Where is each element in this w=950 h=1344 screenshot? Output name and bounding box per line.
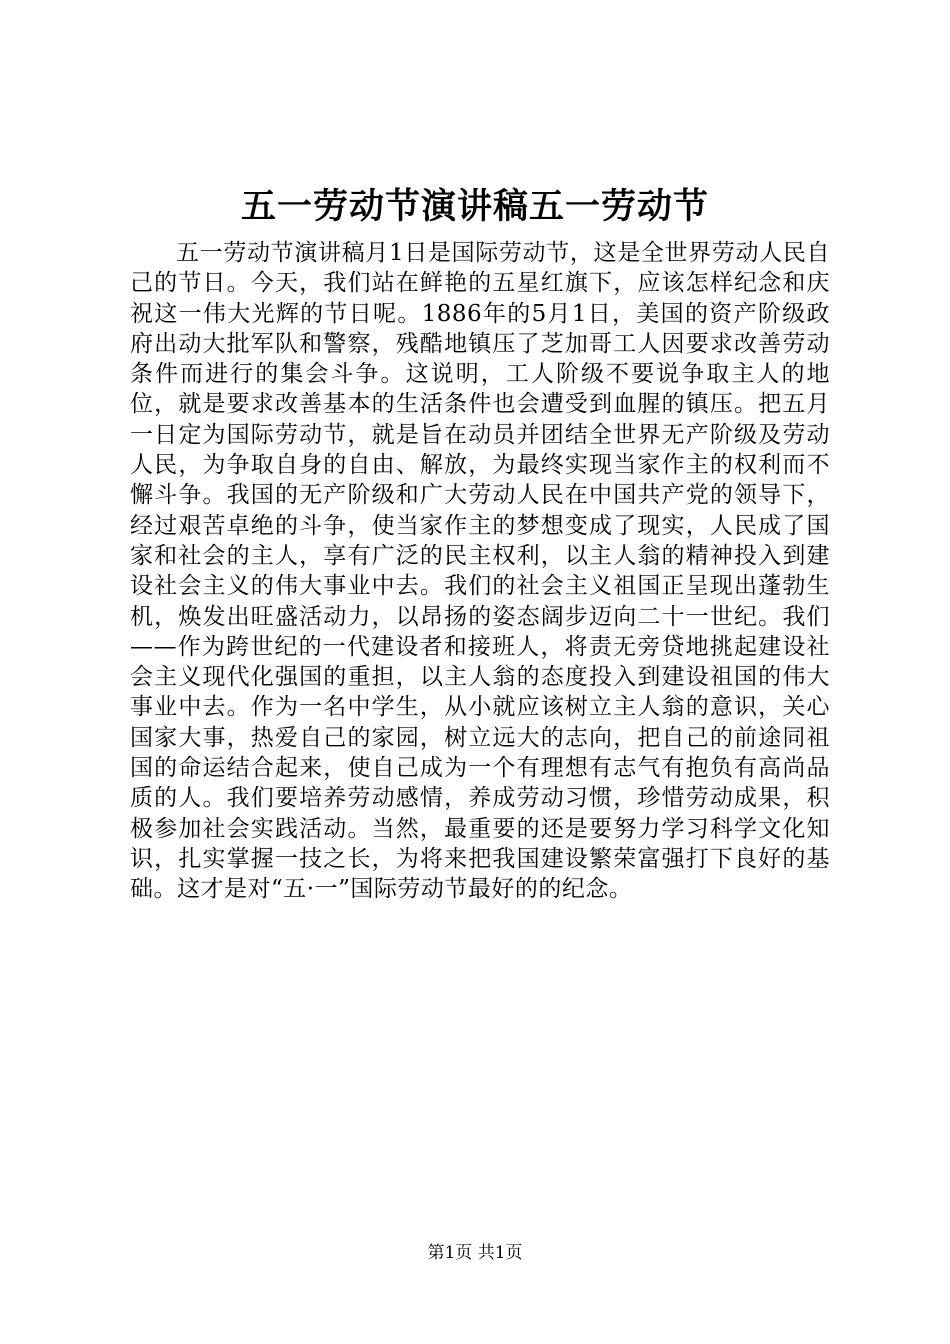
body-paragraph: 五一劳动节演讲稿月1日是国际劳动节，这是全世界劳动人民自己的节日。今天，我们站在鲜艳的五星红旗下，应该怎样纪念和庆祝这一伟大光辉的节日呢。1886年的5月1日，美国的资产阶级政府出动大批军队和警察，残酷地镇压了芝加哥工人因要求改善劳动条件而进行的集会斗争。这说明，工人阶级不要说争取主人的地位，就是要求改善基本的生活条件也会遭受到血腥的镇压。把五月一日定为国际劳动节，就是旨在动员并团结全世界无产阶级及劳动人民，为争取自身的自由、解放，为最终实现当家作主的权利而不懈斗争。我国的无产阶级和广大劳动人民在中国共产党的领导下，经过艰苦卓绝的斗争，使当家作主的梦想变成了现实，人民成了国家和社会的主人，享有广泛的民主权利，以主人翁的精神投入到建设社会主义的伟大事业中去。我们的社会主义祖国正呈现出蓬勃生机，焕发出旺盛活动力，以昂扬的姿态阔步迈向二十一世纪。我们——作为跨世纪的一代建设者和接班人，将责无旁贷地挑起建设社会主义现代化强国的重担，以主人翁的态度投入到建设祖国的伟大事业中去。作为一名中学生，从小就应该树立主人翁的意识，关心国家大事，热爱自己的家园，树立远大的志向，把自己的前途同祖国的命运结合起来，使自己成为一个有理想有志气有抱负有高尚品质的人。我们要培养劳动感情，养成劳动习惯，珍惜劳动成果，积极参加社会实践活动。当然，最重要的还是要努力学习科学文化知识，扎实掌握一技之长，为将来把我国建设繁荣富强打下良好的基础。这才是对“五·一”国际劳动节最好的的纪念。	[130, 240, 830, 903]
page-number-footer: 第1页 共1页	[427, 1243, 523, 1263]
document-title: 五一劳动节演讲稿五一劳动节	[240, 187, 709, 227]
